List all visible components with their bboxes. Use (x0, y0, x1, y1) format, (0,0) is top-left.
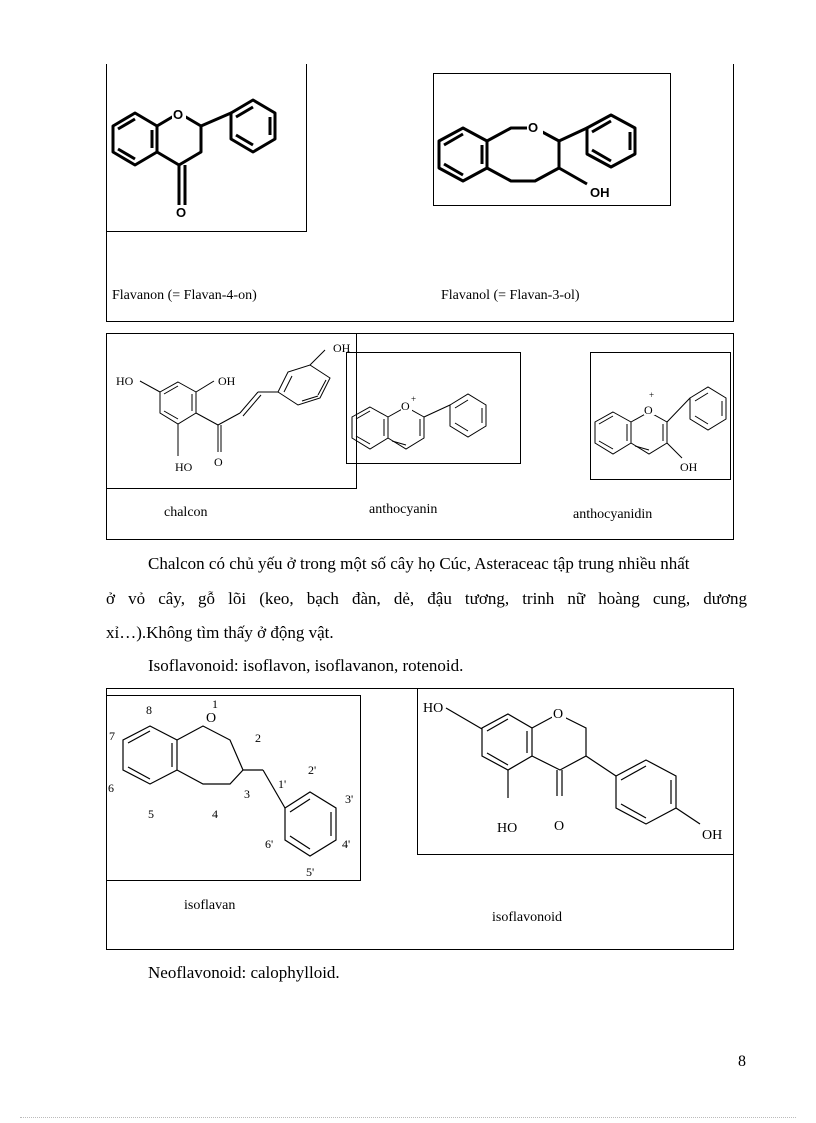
isoflavan-caption: isoflavan (184, 898, 236, 913)
isoflavonoid-keto-oxygen: O (554, 819, 565, 834)
anthocyanidin-caption: anthocyanidin (573, 507, 653, 522)
isoflavonoid-ho-top: HO (423, 701, 444, 716)
isoflavonoid-caption: isoflavonoid (492, 910, 562, 925)
isoflavan-num-7: 7 (109, 729, 115, 743)
isoflavan-num-3-prime: 3' (345, 792, 354, 806)
flavanon-keto-oxygen: O (176, 205, 187, 220)
chalcon-ho-left: HO (116, 374, 134, 388)
page-number: 8 (738, 1053, 746, 1070)
flavanon-caption: Flavanon (= Flavan-4-on) (112, 288, 257, 303)
flavanol-caption: Flavanol (= Flavan-3-ol) (441, 288, 580, 303)
flavanol-hydroxyl: OH (590, 185, 610, 200)
anthocyanin-caption: anthocyanin (369, 502, 438, 517)
isoflavan-ring-oxygen: O (206, 711, 217, 726)
isoflavan-num-5-prime: 5' (306, 865, 315, 879)
chalcon-oh-right: OH (333, 341, 351, 355)
anthocyanidin-hydroxyl: OH (680, 460, 698, 474)
isoflavan-num-8: 8 (146, 703, 152, 717)
isoflavan-num-3: 3 (244, 787, 250, 801)
isoflavonoid-oh-right: OH (702, 828, 723, 843)
neoflavonoid-heading: Neoflavonoid: calophylloid. (148, 963, 340, 982)
chalcon-paragraph-line-1: Chalcon có chủ yếu ở trong một số cây họ Cúc, Asteraceac tập trung nhiều nhất (148, 554, 690, 573)
isoflavan-num-5: 5 (148, 807, 154, 821)
chalcon-keto-oxygen: O (214, 455, 223, 469)
isoflavan-num-6: 6 (108, 781, 114, 795)
isoflavan-num-2-prime: 2' (308, 763, 317, 777)
anthocyanin-oxygen: O (401, 399, 410, 413)
isoflavan-num-1: 1 (212, 697, 218, 711)
isoflavonoid-heading: Isoflavonoid: isoflavon, isoflavanon, rotenoid. (148, 656, 464, 675)
isoflavan-num-4: 4 (212, 807, 218, 821)
flavanon-ring-oxygen: O (173, 107, 184, 122)
isoflavan-num-6-prime: 6' (265, 837, 274, 851)
chalcon-ho-bottom: HO (175, 460, 193, 474)
isoflavan-num-1-prime: 1' (278, 777, 287, 791)
chalcon-oh-top: OH (218, 374, 236, 388)
isoflavonoid-ring-oxygen: O (553, 707, 564, 722)
anthocyanin-charge: + (411, 394, 417, 404)
anthocyanidin-charge: + (649, 390, 655, 400)
chalcon-caption: chalcon (164, 505, 208, 520)
chalcon-paragraph-line-3: xỉ…).Không tìm thấy ở động vật. (106, 623, 334, 642)
isoflavonoid-ho-bottom: HO (497, 821, 518, 836)
isoflavan-num-4-prime: 4' (342, 837, 351, 851)
flavanol-ring-oxygen: O (528, 120, 539, 135)
page-bottom-rule (20, 1117, 796, 1118)
anthocyanidin-oxygen: O (644, 403, 653, 417)
chalcon-paragraph-line-2: ở vỏ cây, gỗ lõi (keo, bạch đàn, dẻ, đậu tương, trinh nữ hoàng cung, dương (106, 589, 747, 608)
isoflavan-num-2: 2 (255, 731, 261, 745)
